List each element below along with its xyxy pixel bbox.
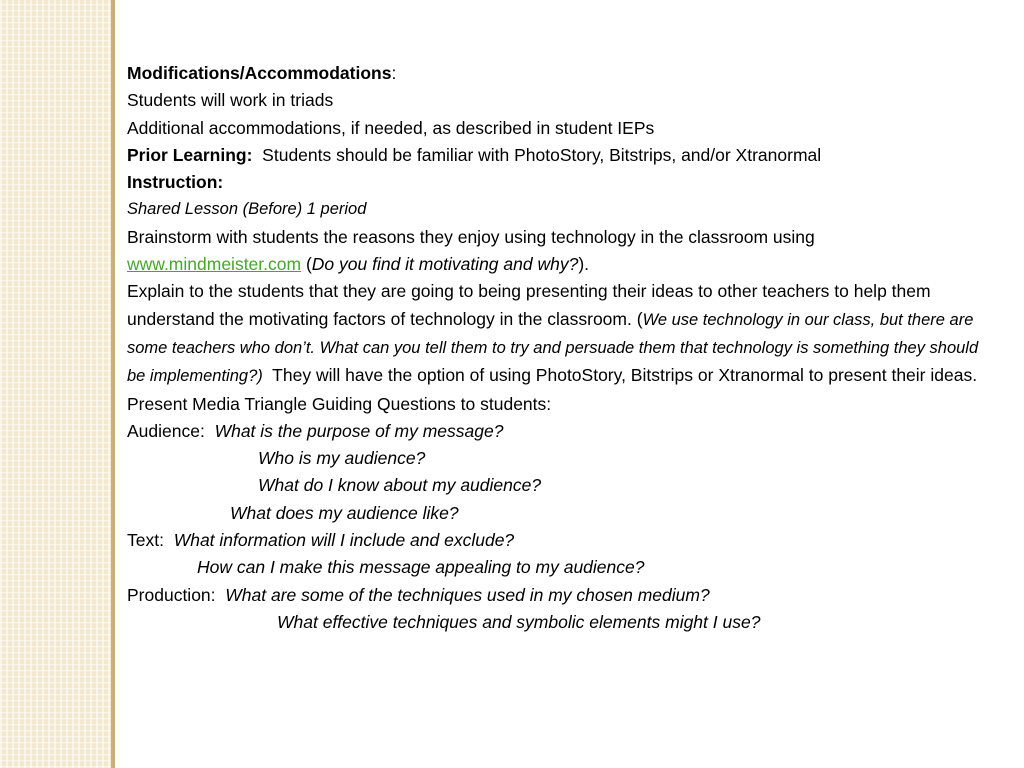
mindmeister-link[interactable]: www.mindmeister.com: [127, 254, 302, 275]
motivating-question: Do you find it motivating and why?: [311, 254, 579, 275]
prior-learning-text: Students should be familiar with PhotoStory, Bitstrips, and/or Xtranormal: [262, 144, 822, 165]
brainstorm-paragraph: Brainstorm with students the reasons they enjoy using technology in the classroom using www.mindmeister.com (Do you find it motivating and why?).: [127, 226, 815, 275]
explain-paragraph: Explain to the students that they are going to being presenting their ideas to other teachers to help them understand the motivating factors of technology in the classroom. (We use technology in our class, but there are some teachers who don’t. What can you tell them to try and persuade them that technology is something they should be implementing?) They will have the option of using PhotoStory, Bitstrips or Xtranormal to present their ideas.: [127, 281, 979, 386]
present-line: Present Media Triangle Guiding Questions to students:: [127, 393, 552, 414]
modifications-heading-line: Modifications/Accommodations:: [127, 63, 397, 83]
audience-line-1: Audience: What is the purpose of my message?: [127, 420, 504, 441]
audience-line-2: Who is my audience?: [258, 448, 426, 469]
instruction-heading: Instruction:: [127, 172, 224, 193]
audience-label: Audience:: [127, 420, 205, 441]
modifications-line-2: Additional accommodations, if needed, as described in student IEPs: [127, 117, 655, 138]
modifications-line-1: Students will work in triads: [127, 90, 334, 111]
text-line-2: How can I make this message appealing to my audience?: [197, 557, 645, 578]
shared-lesson-line: Shared Lesson (Before) 1 period: [127, 200, 367, 219]
production-line-1: Production: What are some of the techniques used in my chosen medium?: [127, 584, 710, 605]
production-label: Production:: [127, 584, 216, 605]
border-divider-line: [111, 0, 115, 768]
prior-learning-label: Prior Learning:: [127, 144, 253, 165]
italic-teacher-note: We use technology in our class, but there are some teachers who don’t. What can you tell them to try and persuade them that technology is something they should be implementing?): [127, 310, 979, 386]
decorative-left-border: [0, 0, 111, 768]
audience-line-4: What does my audience like?: [230, 502, 459, 523]
production-line-2: What effective techniques and symbolic elements might I use?: [277, 611, 761, 632]
prior-learning-paragraph: [127, 142, 987, 169]
slide-body: [127, 60, 987, 636]
text-line-1: Text: What information will I include and exclude?: [127, 530, 515, 551]
audience-line-3: What do I know about my audience?: [258, 475, 542, 496]
modifications-heading: Modifications/Accommodations: [127, 63, 392, 83]
text-label: Text:: [127, 530, 164, 551]
